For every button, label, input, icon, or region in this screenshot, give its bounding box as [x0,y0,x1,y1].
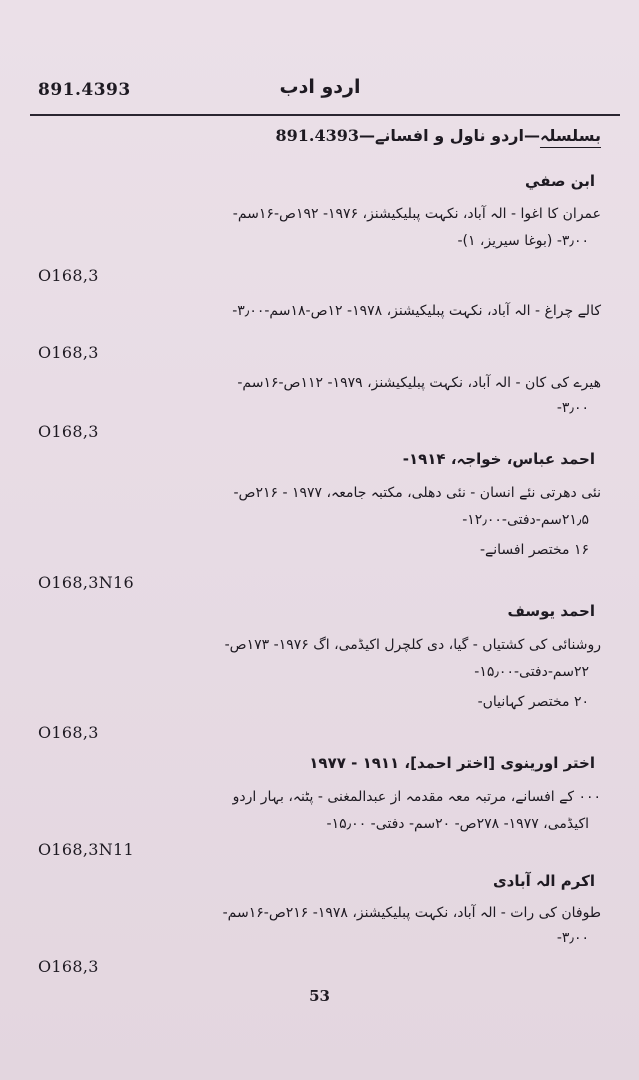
entry-line: روشنائی کی کشتیاں - گیا، دی کلچرل اکیڈمی، اگ ۱۹۷۶- ۱۷۳ص- [224,637,601,653]
entry-code: O168,3 [38,957,99,976]
entry-line: عمران کا اغوا - الہ آباد، نکہت پبلیکیشنز، ۱۹۷۶- ۱۹۲ص-۱۶سم- [232,206,601,222]
entry-note: ۲۰ مختصر کہانیاں- [477,694,589,710]
entry-line: کالے چراغ - الہ آباد، نکہت پبلیکیشنز، ۱۹۷۸- ۱۲ص-۱۸سم-۳٫۰۰- [232,303,601,319]
entry-code: O168,3N11 [38,840,134,859]
entry-line: اکیڈمی، ۱۹۷۷- ۲۷۸ص- ۲۰سم- دفتی- ۱۵٫۰۰- [326,816,589,832]
series-heading-number: 891.4393 [275,126,359,145]
entry-author: اختر اورینوی [اختر احمد]، ۱۹۱۱ - ۱۹۷۷ [309,754,595,772]
entry-note: ۱۶ مختصر افسانے- [479,542,589,558]
entry-line: ۳٫۰۰- [556,930,589,946]
series-heading-text: —اردو ناول و افسانے— [359,126,540,145]
entry-line: ۰۰۰ کے افسانے، مرتبہ معہ مقدمہ از عبدالمغنی - پٹنہ، بہار اردو [232,789,601,805]
entry-line: طوفان کی رات - الہ آباد، نکہت پبلیکیشنز، ۱۹۷۸- ۲۱۶ص-۱۶سم- [222,905,601,921]
entry-line: ۲۲سم-دفتی-۱۵٫۰۰- [474,664,589,680]
entry-code: O168,3 [38,422,99,441]
entry-code: O168,3 [38,723,99,742]
entry-line: ھیرے کی کان - الہ آباد، نکہت پبلیکیشنز، ۱۹۷۹- ۱۱۲ص-۱۶سم- [237,375,601,391]
series-heading [276,126,602,145]
header-rule [30,114,620,116]
entry-author: احمد یوسف [507,602,595,620]
entry-author: احمد عباس، خواجہ، ۱۹۱۴- [402,450,595,468]
header-class-number: 891.4393 [38,80,131,100]
entry-line: نئی دھرتی نئے انسان - نئی دھلی، مکتبہ جامعہ، ۱۹۷۷ - ۲۱۶ص- [233,485,601,501]
entry-line: ۳٫۰۰- (بوغا سیریز، ۱)- [457,233,589,249]
entry-code: O168,3N16 [38,573,134,592]
entry-line: ۳٫۰۰- [556,400,589,416]
series-heading-underlined: بسلسلہ [539,126,601,145]
entry-author: ابن صفي [525,172,595,190]
entry-author: اکرم الہ آبادی [492,872,595,890]
entry-code: O168,3 [38,266,99,285]
page-number: 53 [309,987,330,1005]
entry-code: O168,3 [38,343,99,362]
header-title: اردو ادب [279,76,361,98]
entry-line: ۲۱٫۵سم-دفتی-۱۲٫۰۰- [462,512,589,528]
